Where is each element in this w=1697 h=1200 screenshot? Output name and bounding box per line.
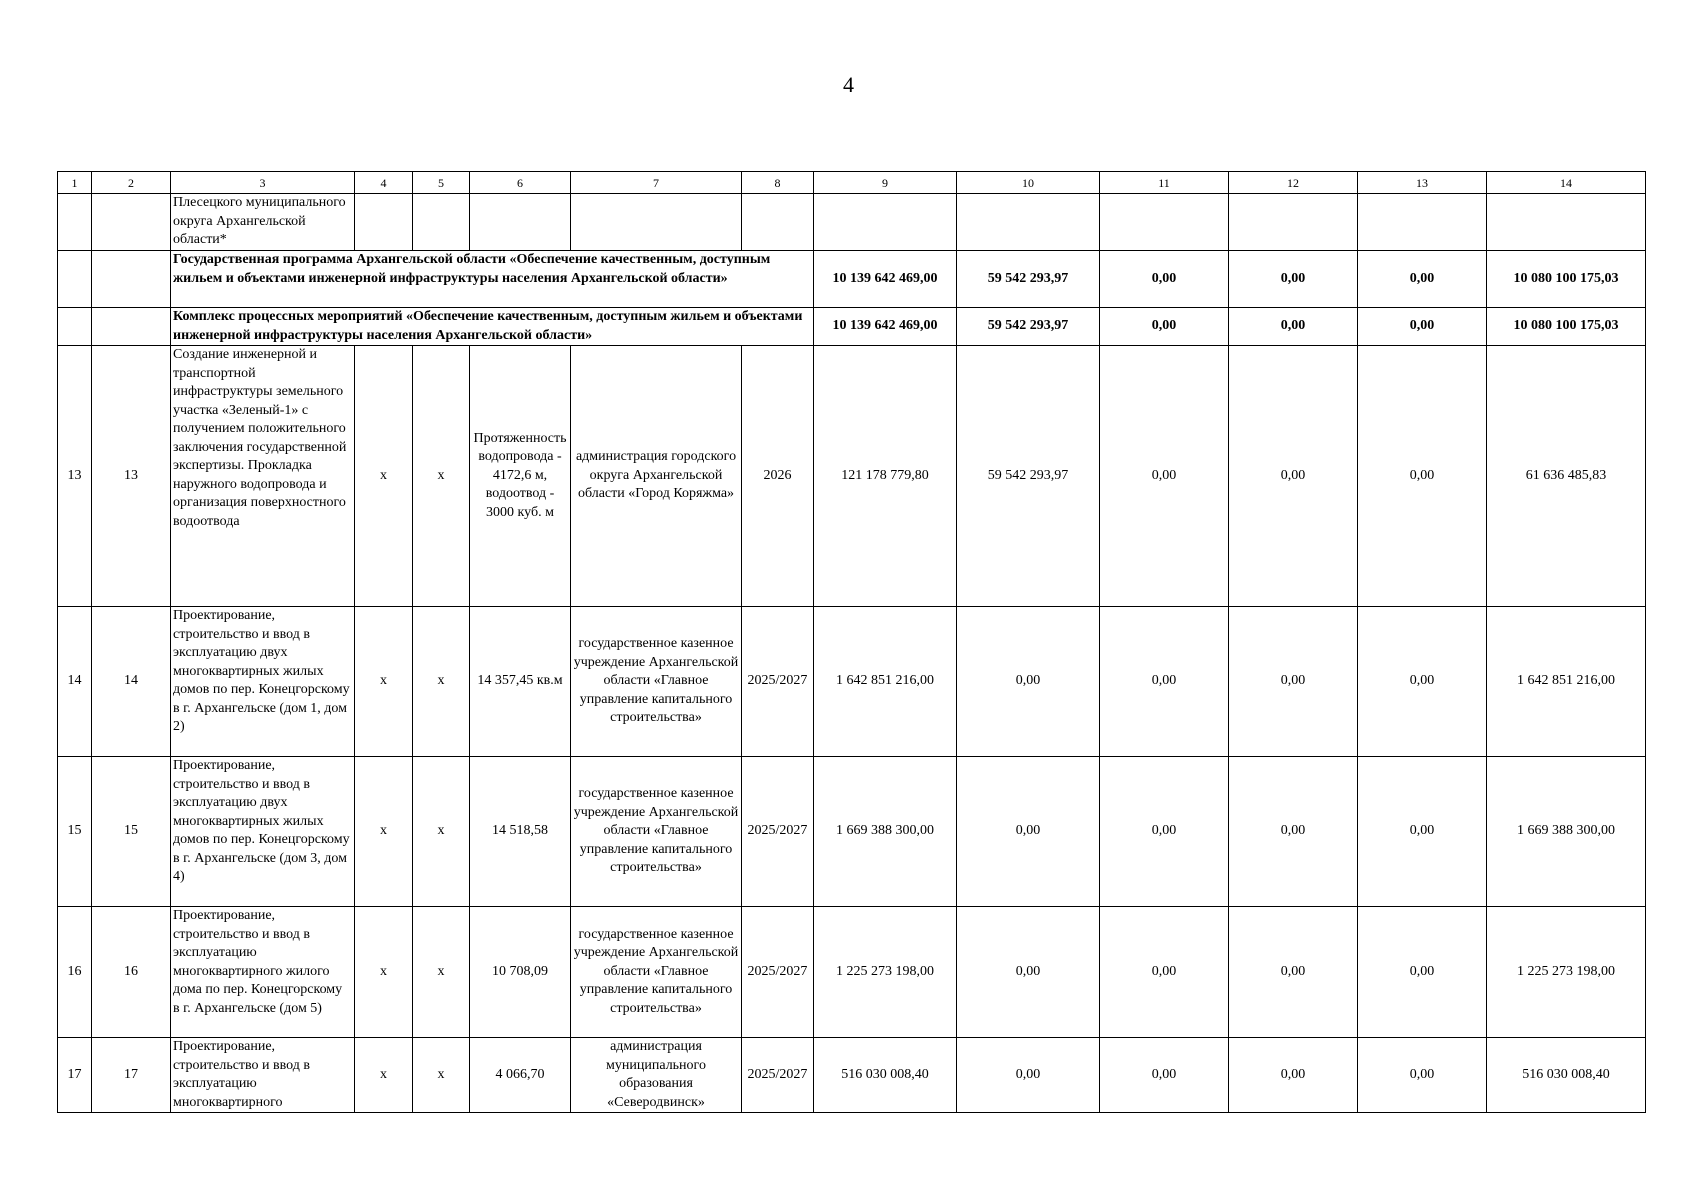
amount-col13: 0,00 <box>1358 1038 1487 1113</box>
row-number: 16 <box>58 907 92 1038</box>
capacity: 14 357,45 кв.м <box>470 607 571 757</box>
cell-empty <box>742 194 814 251</box>
amount-col12: 0,00 <box>1229 607 1358 757</box>
column-number: 10 <box>957 172 1100 194</box>
table-row <box>58 907 1646 1038</box>
amount-col14: 1 669 388 300,00 <box>1487 757 1646 907</box>
measure-name: Создание инженерной и транспортной инфраструктуры земельного участка «Зеленый-1» с получением положительного заключения государственной экспертизы. Прокладка наружного водопровода и организация поверхностного водоотвода <box>171 346 355 607</box>
cell-empty <box>58 308 92 346</box>
program-table <box>57 171 1646 1113</box>
amount-total: 121 178 779,80 <box>814 346 957 607</box>
measure-number: 16 <box>92 907 171 1038</box>
measure-number: 13 <box>92 346 171 607</box>
program-name: Государственная программа Архангельской области «Обеспечение качественным, доступным жильем и объектами инженерной инфраструктуры населения Архангельской области» <box>171 251 814 308</box>
cell-empty <box>571 194 742 251</box>
cell-col5: х <box>413 346 470 607</box>
cell-col5: х <box>413 757 470 907</box>
column-number: 9 <box>814 172 957 194</box>
column-number: 14 <box>1487 172 1646 194</box>
period: 2025/2027 <box>742 757 814 907</box>
amount-col12: 0,00 <box>1229 251 1358 308</box>
amount-col11: 0,00 <box>1100 607 1229 757</box>
amount-col14: 516 030 008,40 <box>1487 1038 1646 1113</box>
period: 2025/2027 <box>742 907 814 1038</box>
cell-empty <box>957 194 1100 251</box>
executor: администрация муниципального образования «Северодвинск» <box>571 1038 742 1113</box>
amount-col13: 0,00 <box>1358 251 1487 308</box>
amount-col10: 59 542 293,97 <box>957 251 1100 308</box>
measure-name: Проектирование, строительство и ввод в эксплуатацию многоквартирного <box>171 1038 355 1113</box>
measure-number: 14 <box>92 607 171 757</box>
capacity: 10 708,09 <box>470 907 571 1038</box>
cell-col5: х <box>413 607 470 757</box>
measure-name: Проектирование, строительство и ввод в эксплуатацию двух многоквартирных жилых домов по пер. Конецгорскому в г. Архангельске (дом 1, дом 2) <box>171 607 355 757</box>
column-number: 8 <box>742 172 814 194</box>
cell-col4: х <box>355 757 413 907</box>
amount-col11: 0,00 <box>1100 1038 1229 1113</box>
cell-col5: х <box>413 1038 470 1113</box>
amount-col10: 0,00 <box>957 607 1100 757</box>
row-number: 17 <box>58 1038 92 1113</box>
amount-col12: 0,00 <box>1229 757 1358 907</box>
column-number: 3 <box>171 172 355 194</box>
row-number: 13 <box>58 346 92 607</box>
cell-empty <box>92 194 171 251</box>
column-number: 7 <box>571 172 742 194</box>
table-row <box>58 1038 1646 1113</box>
cell-empty <box>58 251 92 308</box>
column-number: 2 <box>92 172 171 194</box>
amount-col10: 59 542 293,97 <box>957 346 1100 607</box>
amount-col11: 0,00 <box>1100 346 1229 607</box>
cell-col4: х <box>355 346 413 607</box>
amount-col14: 61 636 485,83 <box>1487 346 1646 607</box>
amount-col13: 0,00 <box>1358 757 1487 907</box>
capacity: 14 518,58 <box>470 757 571 907</box>
cell-empty <box>92 308 171 346</box>
amount-col12: 0,00 <box>1229 907 1358 1038</box>
amount-col12: 0,00 <box>1229 308 1358 346</box>
executor: государственное казенное учреждение Архангельской области «Главное управление капитального строительства» <box>571 757 742 907</box>
amount-col11: 0,00 <box>1100 308 1229 346</box>
summary-row-complex <box>58 308 1646 346</box>
table-row <box>58 757 1646 907</box>
amount-col10: 0,00 <box>957 757 1100 907</box>
row-number: 15 <box>58 757 92 907</box>
cell-col4: х <box>355 1038 413 1113</box>
amount-col12: 0,00 <box>1229 346 1358 607</box>
capacity: Протяженность водопровода - 4172,6 м, водоотвод - 3000 куб. м <box>470 346 571 607</box>
executor: государственное казенное учреждение Архангельской области «Главное управление капитального строительства» <box>571 907 742 1038</box>
amount-col13: 0,00 <box>1358 346 1487 607</box>
column-number: 4 <box>355 172 413 194</box>
column-number: 6 <box>470 172 571 194</box>
measure-name: Проектирование, строительство и ввод в эксплуатацию многоквартирного жилого дома по пер. Конецгорскому в г. Архангельске (дом 5) <box>171 907 355 1038</box>
cell-col4: х <box>355 607 413 757</box>
measure-number: 17 <box>92 1038 171 1113</box>
amount-col10: 0,00 <box>957 907 1100 1038</box>
column-number: 11 <box>1100 172 1229 194</box>
amount-total: 516 030 008,40 <box>814 1038 957 1113</box>
amount-total: 10 139 642 469,00 <box>814 308 957 346</box>
measure-name: Проектирование, строительство и ввод в эксплуатацию двух многоквартирных жилых домов по пер. Конецгорскому в г. Архангельске (дом 3, дом 4) <box>171 757 355 907</box>
amount-total: 1 669 388 300,00 <box>814 757 957 907</box>
amount-total: 1 225 273 198,00 <box>814 907 957 1038</box>
amount-col10: 0,00 <box>957 1038 1100 1113</box>
amount-col11: 0,00 <box>1100 757 1229 907</box>
amount-col14: 10 080 100 175,03 <box>1487 308 1646 346</box>
row-number: 14 <box>58 607 92 757</box>
table-row <box>58 346 1646 607</box>
column-number: 1 <box>58 172 92 194</box>
period: 2025/2027 <box>742 607 814 757</box>
amount-col11: 0,00 <box>1100 907 1229 1038</box>
cell-empty <box>1229 194 1358 251</box>
cell-empty <box>355 194 413 251</box>
amount-col13: 0,00 <box>1358 308 1487 346</box>
amount-col11: 0,00 <box>1100 251 1229 308</box>
amount-col14: 1 225 273 198,00 <box>1487 907 1646 1038</box>
measure-number: 15 <box>92 757 171 907</box>
amount-col10: 59 542 293,97 <box>957 308 1100 346</box>
amount-col13: 0,00 <box>1358 907 1487 1038</box>
cell-empty <box>1487 194 1646 251</box>
cell-empty <box>470 194 571 251</box>
amount-col14: 10 080 100 175,03 <box>1487 251 1646 308</box>
summary-row-program <box>58 251 1646 308</box>
amount-total: 1 642 851 216,00 <box>814 607 957 757</box>
cell-empty <box>1358 194 1487 251</box>
complex-name: Комплекс процессных мероприятий «Обеспечение качественным, доступным жильем и объектами инженерной инфраструктуры населения Архангельской области» <box>171 308 814 346</box>
amount-col12: 0,00 <box>1229 1038 1358 1113</box>
executor: государственное казенное учреждение Архангельской области «Главное управление капитального строительства» <box>571 607 742 757</box>
measure-name: Плесецкого муниципального округа Архангельской области* <box>171 194 355 251</box>
cell-empty <box>92 251 171 308</box>
cell-col5: х <box>413 907 470 1038</box>
capacity: 4 066,70 <box>470 1038 571 1113</box>
column-number-row <box>58 172 1646 194</box>
cell-empty <box>413 194 470 251</box>
amount-col14: 1 642 851 216,00 <box>1487 607 1646 757</box>
cell-empty <box>814 194 957 251</box>
column-number: 12 <box>1229 172 1358 194</box>
cell-col4: х <box>355 907 413 1038</box>
column-number: 13 <box>1358 172 1487 194</box>
amount-col13: 0,00 <box>1358 607 1487 757</box>
period: 2026 <box>742 346 814 607</box>
amount-total: 10 139 642 469,00 <box>814 251 957 308</box>
cell-empty <box>1100 194 1229 251</box>
continuation-row <box>58 194 1646 251</box>
column-number: 5 <box>413 172 470 194</box>
executor: администрация городского округа Архангельской области «Город Коряжма» <box>571 346 742 607</box>
page-number: 4 <box>843 72 854 97</box>
period: 2025/2027 <box>742 1038 814 1113</box>
table-row <box>58 607 1646 757</box>
cell-empty <box>58 194 92 251</box>
